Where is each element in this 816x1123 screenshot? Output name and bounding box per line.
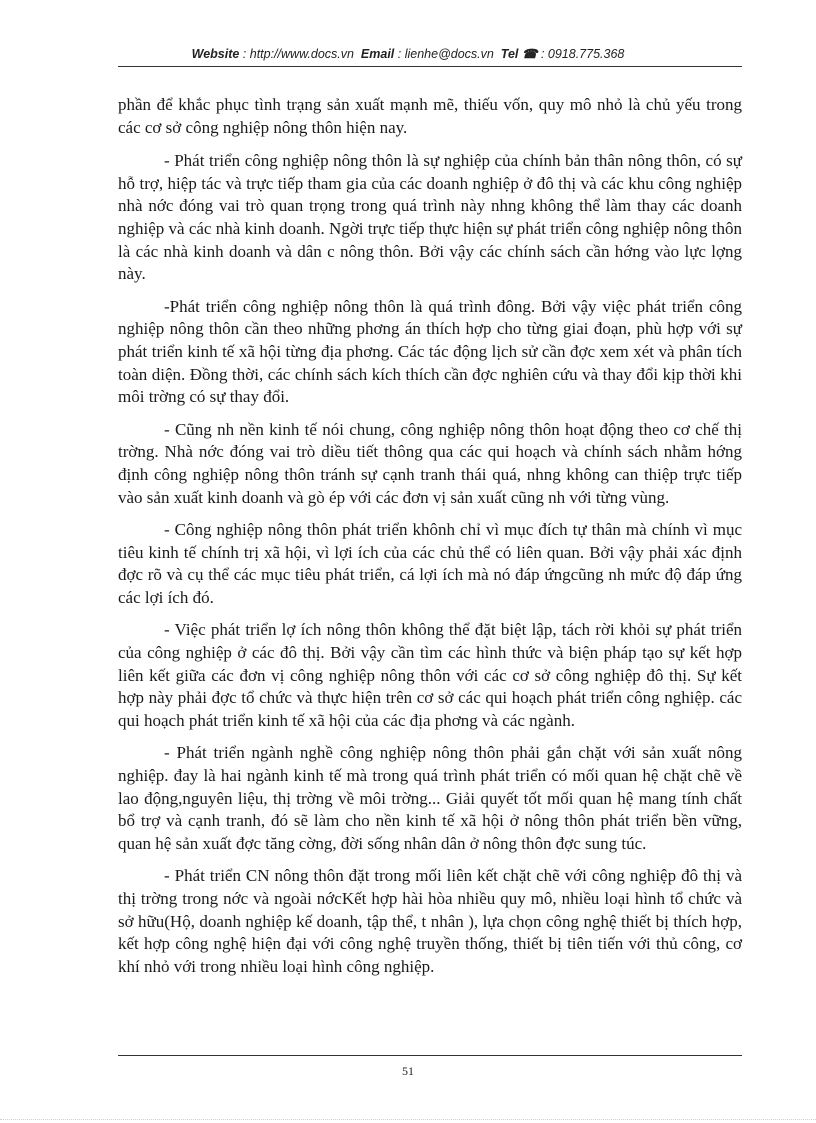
tel-separator: :	[537, 47, 548, 61]
page-header	[0, 46, 816, 61]
phone-icon: ☎	[521, 47, 538, 61]
email-address[interactable]: lienhe@docs.vn	[404, 47, 494, 61]
paragraph-6: - Việc phát triển lợ ích nông thôn không thể đặt biệt lập, tách rời khỏi sự phát triển của công nghiệp ở các đô thị. Bởi vậy cần tìm các hình thức và biện pháp tạo sự kết hợp liên kết giữa các đơn vị công nghiệp nông thôn với các cơ sở công nghiệp đô thị. Sự kết hợp này phải đợc tổ chức và thực hiện trên cơ sở các qui hoạch phát triển công nghiệp. các qui hoạch phát triển kinh tế xã hội của các địa phơng và các ngành.	[118, 620, 742, 730]
document-body	[118, 94, 742, 988]
paragraph-5: - Công nghiệp nông thôn phát triển khônh chỉ vì mục đích tự thân mà chính vì mục tiêu kinh tế chính trị xã hội, vì lợi ích của các chủ thể có liên quan. Bởi vậy phải xác định đợc rõ và cụ thể các mục tiêu phát triển, cá lợi ích mà nó đáp ứngcũng nh mức độ đáp ứng các lợi ích đó.	[118, 520, 742, 607]
paragraph-2: - Phát triển công nghiệp nông thôn là sự nghiệp của chính bản thân nông thôn, có sự hỗ trợ, hiệp tác và trực tiếp tham gia của các doanh nghiệp ở đô thị và các khu công nghiệp nhà nớc đóng vai trò quan trọng trong quá trình này nhng không thể làm thay các doanh nghiệp và các nhà kinh doanh. Ngời trực tiếp thực hiện sự phát triển công nghiệp nông thôn là các nhà kinh doanh và dân c nông thôn. Bởi vậy các chính sách cần hớng vào lực lợng này.	[118, 151, 742, 284]
tel-number: 0918.775.368	[547, 47, 625, 61]
email-separator: :	[394, 47, 405, 61]
website-label: Website	[191, 47, 240, 61]
paragraph-1: phần để khắc phục tình trạng sản xuất mạnh mẽ, thiếu vốn, quy mô nhỏ là chủ yếu trong các cơ sở công nghiệp nông thôn hiện nay.	[118, 95, 742, 137]
paragraph-4: - Cũng nh nền kinh tế nói chung, công nghiệp nông thôn hoạt động theo cơ chế thị trờng. Nhà nớc đóng vai trò diều tiết thông qua các qui hoạch và chính sách nhằm hớng định công nghiệp nông thôn tránh sự cạnh tranh thái quá, nhng không can thiệp trực tiếp vào sản xuất kinh doanh và gò ép với các đơn vị sản xuất cũng nh với từng vùng.	[118, 419, 742, 507]
website-separator: :	[239, 47, 250, 61]
website-url[interactable]: http://www.docs.vn	[249, 47, 354, 61]
page-bottom-divider	[0, 1119, 816, 1120]
paragraph-7: - Phát triển ngành nghề công nghiệp nông thôn phải gắn chặt với sản xuất nông nghiệp. đay là hai ngành kinh tế mà trong quá trình phát triển có mối quan hệ chặt chẽ về lao động,nguyên liệu, thị trờng về môi trờng... Giải quyết tốt mối quan hệ mang tính chất bổ trợ và cạnh tranh, đó sẽ làm cho nền kinh tế xã hội ở nông thôn phát triển bền vững, quan hệ sản xuất đợc tăng cờng, đời sống nhân dân ở nông thôn đợc sung túc.	[118, 743, 742, 853]
header-rule	[118, 66, 742, 67]
paragraph-3: -Phát triển công nghiệp nông thôn là quá trình đông. Bởi vậy việc phát triển công nghiệp nông thôn cần theo những phơng án thích hợp cho từng giai đoạn, phù hợp với sự phát triển kinh tế xã hội từng địa phơng. Các tác động lịch sử cần đợc xem xét và phân tích toàn diện. Đồng thời, các chính sách kích thích cần đợc nghiên cứu và thay đổi kịp thời khi môi trờng có sự thay đổi.	[118, 296, 742, 407]
page-number: 51	[402, 1064, 414, 1078]
email-label: Email	[360, 47, 395, 61]
paragraph-8: - Phát triển CN nông thôn đặt trong mối liên kết chặt chẽ với công nghiệp đô thị và thị trờng trong nớc và ngoài nớcKết hợp hài hòa nhiều quy mô, nhiều loại hình tổ chức và sở hữu(Hộ, doanh nghiệp kế doanh, tập thể, t nhân ), lựa chọn công nghệ thiết bị thích hợp, kết hợp công nghệ hiện đại với công nghệ truyền thống, thiết bị tiên tiến với thủ công, cơ khí nhỏ với trong nhiều loại hình công nghiệp.	[118, 866, 742, 976]
tel-label: Tel	[500, 47, 519, 61]
footer-rule	[118, 1055, 742, 1056]
